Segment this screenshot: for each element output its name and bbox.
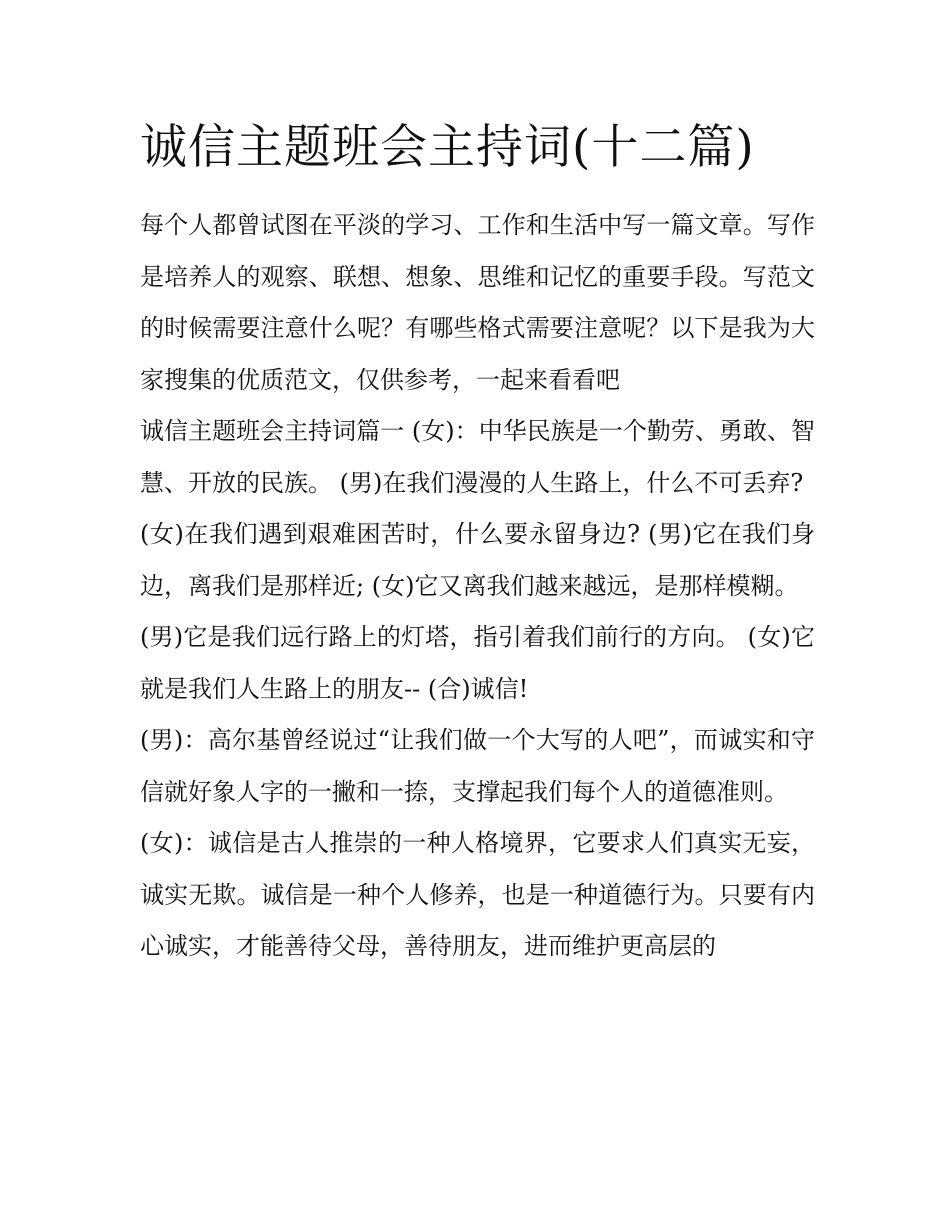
paragraph-dialogue: (男)：高尔基曾经说过“让我们做一个大写的人吧”，而诚实和守信就好象人字的一撇和一捺，支撑起我们每个人的道德准则。 — [140, 726, 815, 806]
paragraph-dialogue: (女)：诚信是古人推崇的一种人格境界，它要求人们真实无妄，诚实无欺。诚信是一种个人修养，也是一种道德行为。只要有内心诚实，才能善待父母，善待朋友，进而维护更高层的 — [140, 829, 815, 960]
paragraph-intro: 每个人都曾试图在平淡的学习、工作和生活中写一篇文章。写作是培养人的观察、联想、想象、思维和记忆的重要手段。写范文的时候需要注意什么呢？有哪些格式需要注意呢？以下是我为大家搜集的优质范文，仅供参考，一起来看看吧 — [140, 211, 815, 394]
paragraph-dialogue: (女)在我们遇到艰难困苦时，什么要永留身边? (男)它在我们身边，离我们是那样近; (女)它又离我们越来越远，是那样模糊。 — [140, 520, 815, 600]
document-title: 诚信主题班会主持词(十二篇) — [140, 120, 755, 175]
paragraph-opening: 诚信主题班会主持词篇一 (女)：中华民族是一个勤劳、勇敢、智慧、开放的民族。 (男)在我们漫漫的人生路上，什么不可丢弃? — [140, 417, 815, 497]
paragraph-dialogue: (男)它是我们远行路上的灯塔，指引着我们前行的方向。 (女)它就是我们人生路上的朋友-- (合)诚信! — [140, 623, 815, 703]
document-body — [140, 200, 815, 973]
